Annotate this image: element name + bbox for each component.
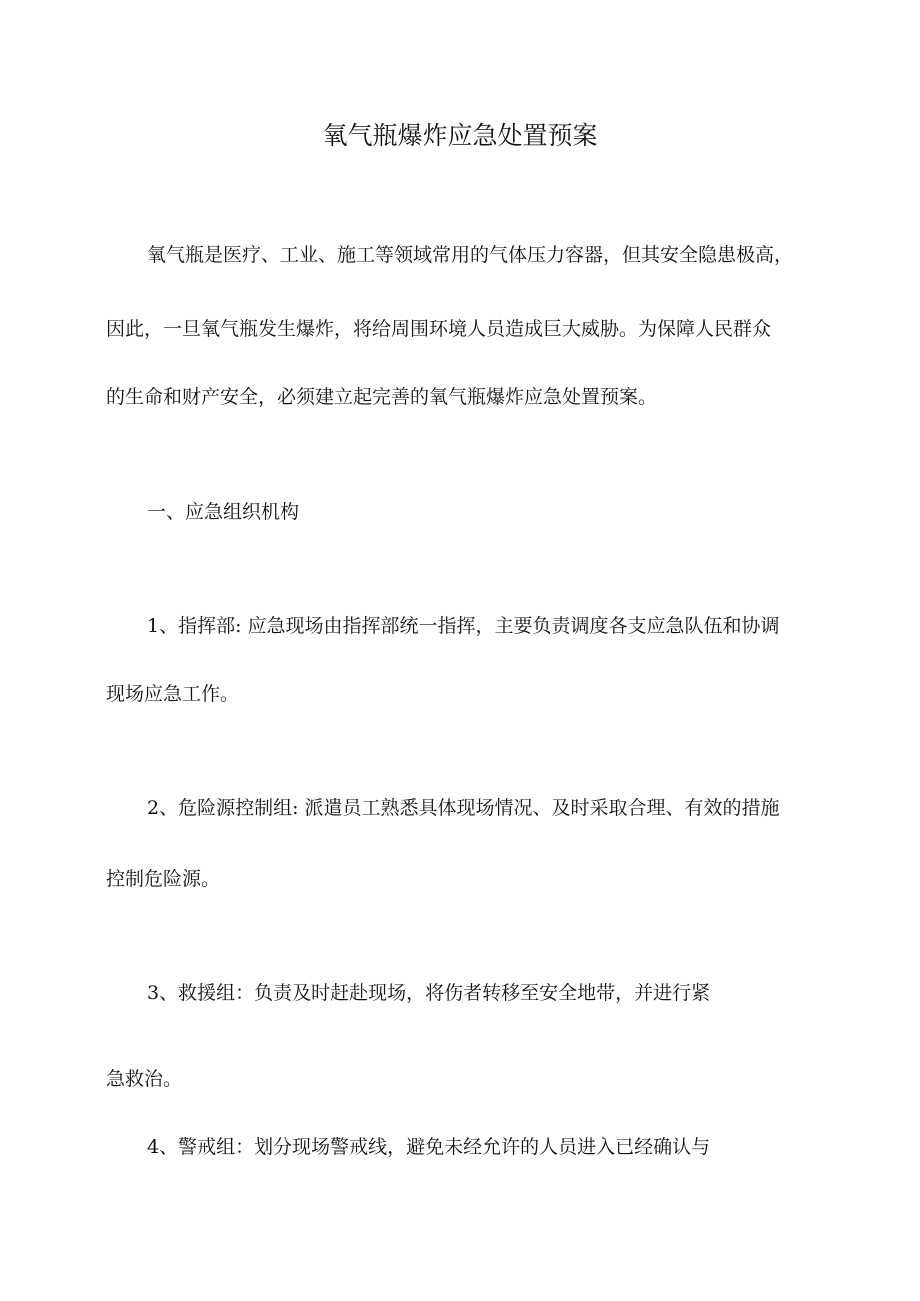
item-3-line-1: 3、救援组：负责及时赶赴现场，将伤者转移至安全地带，并进行紧 xyxy=(147,982,711,1004)
item-3-line-2: 急救治。 xyxy=(106,1068,183,1090)
item-4-line-1: 4、警戒组：划分现场警戒线，避免未经允许的人员进入已经确认与 xyxy=(147,1136,711,1158)
section-heading: 一、应急组织机构 xyxy=(147,501,300,523)
intro-line-2: 因此，一旦氧气瓶发生爆炸，将给周围环境人员造成巨大威胁。为保障人民群众 xyxy=(106,318,772,340)
document-title: 氧气瓶爆炸应急处置预案 xyxy=(322,121,598,150)
item-1-line-1: 1、指挥部: 应急现场由指挥部统一指挥，主要负责调度各支应急队伍和协调 xyxy=(147,615,780,637)
item-1-line-2: 现场应急工作。 xyxy=(106,683,240,705)
item-2-line-1: 2、危险源控制组: 派遣员工熟悉具体现场情况、及时采取合理、有效的措施 xyxy=(147,797,780,819)
intro-line-1: 氧气瓶是医疗、工业、施工等领域常用的气体压力容器，但其安全隐患极高， xyxy=(147,244,794,266)
intro-line-3: 的生命和财产安全，必须建立起完善的氧气瓶爆炸应急处置预案。 xyxy=(106,386,658,408)
item-2-line-2: 控制危险源。 xyxy=(106,868,221,890)
